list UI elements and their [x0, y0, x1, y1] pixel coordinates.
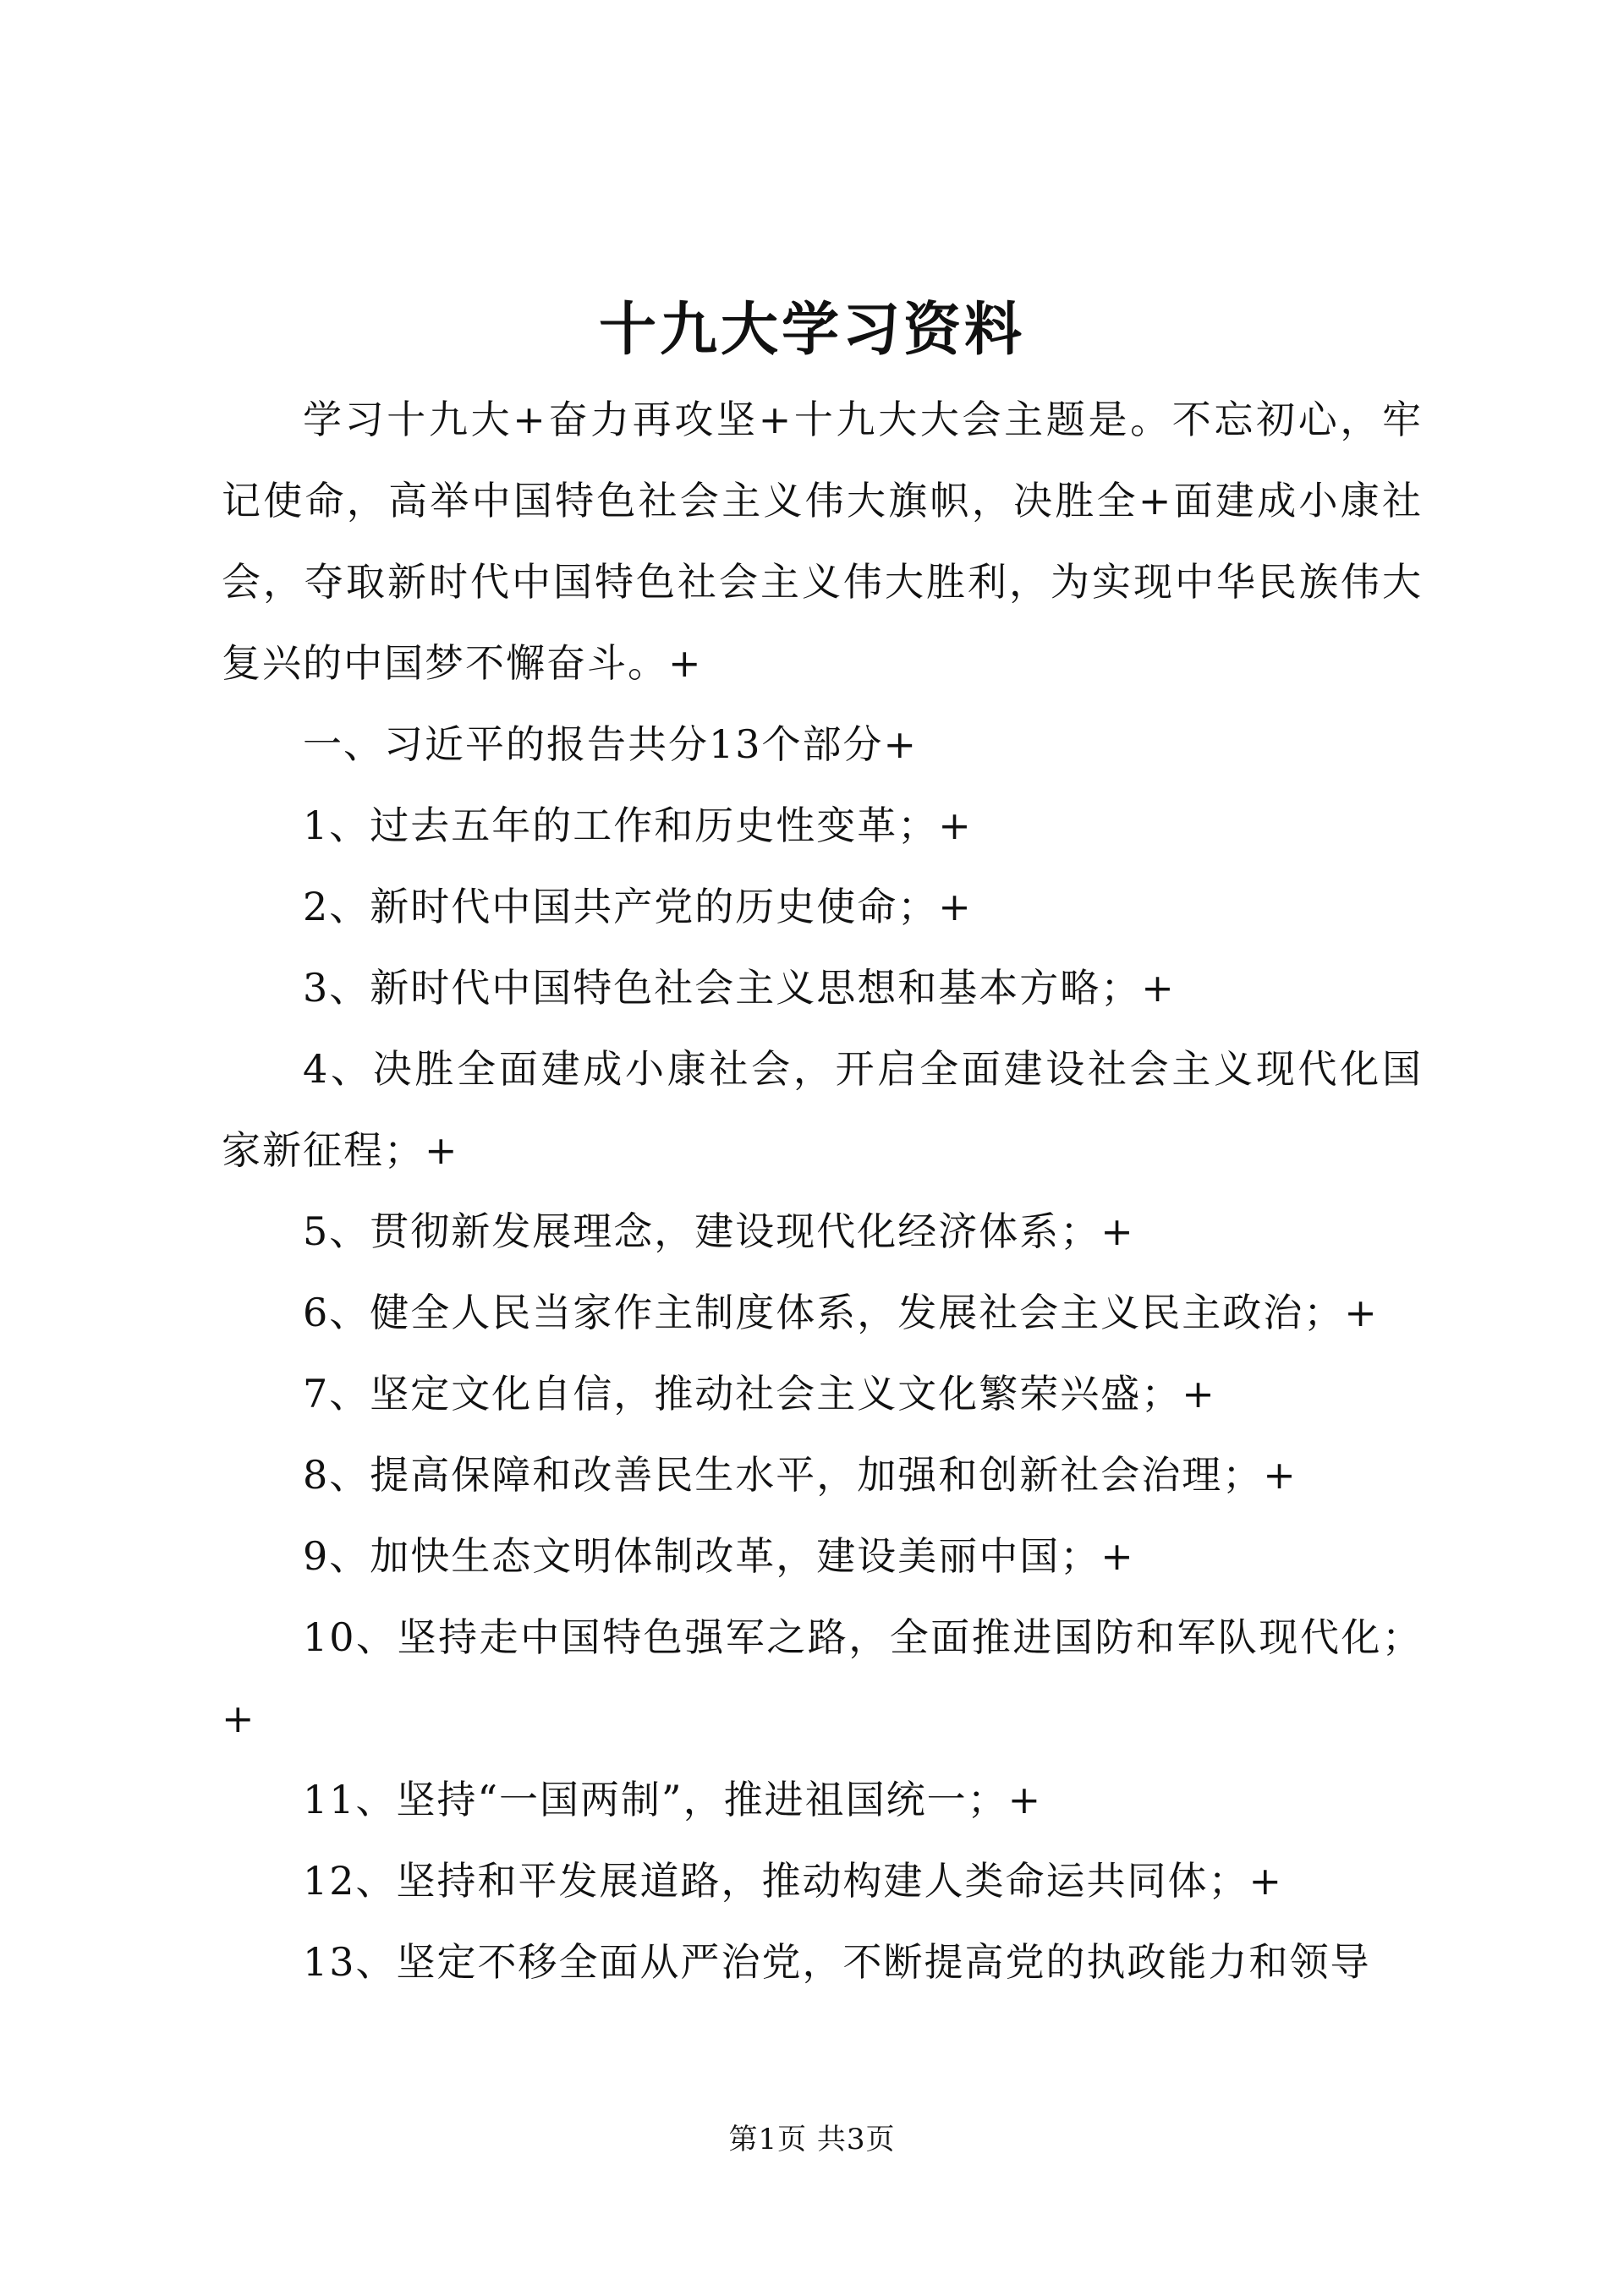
list-item: 10、坚持走中国特色强军之路，全面推进国防和军队现代化；+ — [222, 1614, 1423, 1741]
section-heading: 一、习近平的报告共分13个部分+ — [303, 721, 919, 767]
list-item: 13、坚定不移全面从严治党，不断提高党的执政能力和领导 — [303, 1939, 1371, 1985]
list-item: 6、健全人民当家作主制度体系，发展社会主义民主政治；+ — [303, 1290, 1379, 1335]
list-item: 5、贯彻新发展理念，建设现代化经济体系；+ — [303, 1208, 1135, 1254]
list-item: 1、过去五年的工作和历史性变革；+ — [303, 803, 973, 848]
list-item: 3、新时代中国特色社会主义思想和基本方略；+ — [303, 965, 1176, 1011]
list-item: 12、坚持和平发展道路，推动构建人类命运共同体；+ — [303, 1858, 1284, 1904]
list-item: 4、决胜全面建成小康社会，开启全面建设社会主义现代化国家新征程；+ — [222, 1046, 1423, 1173]
list-item: 8、提高保障和改善民生水平，加强和创新社会治理；+ — [303, 1452, 1298, 1498]
list-item: 2、新时代中国共产党的历史使命；+ — [303, 884, 973, 929]
list-item: 9、加快生态文明体制改革，建设美丽中国；+ — [303, 1533, 1135, 1579]
page-number-footer: 第1页 共3页 — [728, 2123, 896, 2156]
list-item: 7、坚定文化自信，推动社会主义文化繁荣兴盛；+ — [303, 1371, 1216, 1417]
document-body — [222, 379, 1423, 2003]
list-item: 11、坚持“一国两制”，推进祖国统一；+ — [303, 1777, 1043, 1822]
document-title: 十九大学习资料 — [598, 296, 1025, 364]
intro-paragraph: 学习十九大+奋力再攻坚+十九大大会主题是。不忘初心，牢记使命，高举中国特色社会主义伟大旗帜，决胜全+面建成小康社会，夺取新时代中国特色社会主义伟大胜利，为实现中华民族伟大复兴的中国梦不懈奋斗。+ — [222, 397, 1423, 686]
